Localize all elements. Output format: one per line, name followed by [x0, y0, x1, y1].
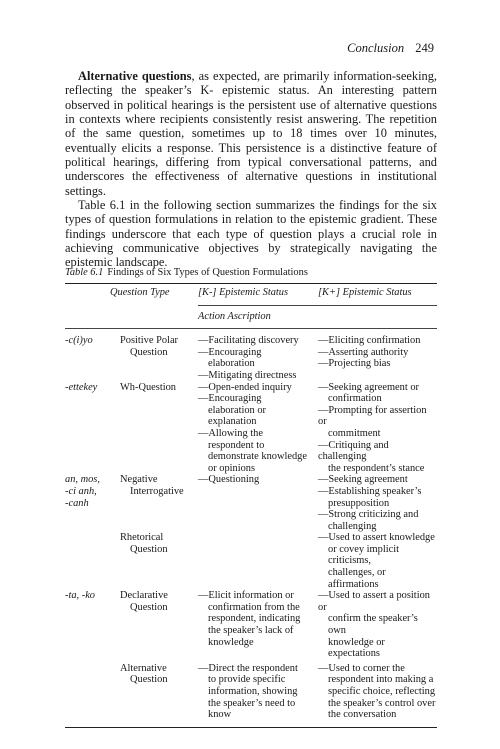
paragraph-1-text: , as expected, are primarily information-seeking, reflecting the speaker’s K- epistemic status. An interesting pattern observed in political hearings is the persistent use of alternative questions in contexts where recipients consistently resist answering. The repetition of the same question, sometimes up to 18 times over 10 minutes, eventually elicits a response. This persistence is a distinctive feature of political hearings, differing from typical conversational patterns, and underscores the effectiveness of alternative questions in institutional settings.: [65, 69, 437, 198]
table-row: [65, 329, 437, 382]
table-subheader-row: [65, 305, 437, 329]
paragraph-1: [65, 69, 437, 198]
table-row: [65, 382, 437, 475]
table-row: [65, 660, 437, 727]
page-number: 249: [415, 41, 434, 55]
morpheme-cell: -ettekey: [65, 381, 98, 393]
question-type-cell: Declarative Question: [120, 590, 168, 613]
table-caption: [65, 267, 308, 278]
k-plus-cell: —Used to assert knowledge or covey implicit criticisms, challenges, or affirmations: [318, 532, 435, 590]
paragraph-2: Table 6.1 in the following section summarizes the findings for the six types of question formulations in relation to the epistemic gradient. These findings underscore that each type of question plays a crucial role in achieving communicative objectives by strategically navigating the epistemic landscape.: [65, 198, 437, 270]
k-minus-cell: —Questioning: [198, 474, 260, 486]
question-type-cell: Negative Interrogative: [120, 474, 184, 497]
section-title: Conclusion: [347, 41, 405, 55]
question-type-cell: Rhetorical Question: [120, 532, 168, 555]
morpheme-cell: -ta, -ko: [65, 590, 96, 602]
k-plus-cell: —Seeking agreement or confirmation —Prompting for assertion or commitment —Critiquing and challenging the respondent’s stance: [318, 381, 427, 474]
morpheme-cell: [65, 532, 110, 590]
morpheme-cell: [65, 660, 110, 727]
k-plus-cell: —Used to corner the respondent into making a specific choice, reflecting the speaker’s control over the conversation: [318, 662, 436, 721]
morpheme-cell: -c(i)yo: [65, 335, 93, 347]
lead-term: Alternative questions: [78, 69, 192, 83]
k-minus-cell: [198, 532, 318, 590]
table-row: [65, 532, 437, 590]
table-title: Findings of Six Types of Question Formulations: [107, 267, 308, 278]
k-minus-cell: —Open-ended inquiry —Encouraging elaboration or explanation —Allowing the respondent to demonstrate knowledge or opinions: [198, 381, 307, 474]
header-k-plus: [K+] Epistemic Status: [318, 287, 412, 298]
table-row: [65, 590, 437, 660]
question-type-cell: Wh-Question: [120, 381, 176, 393]
morpheme-cell: an, mos, -ci anh, -canh: [65, 474, 100, 509]
header-action-ascription: Action Ascription: [198, 305, 437, 329]
k-minus-cell: —Direct the respondent to provide specific information, showing the speaker’s need to know: [198, 662, 298, 721]
k-plus-cell: —Used to assert a position or confirm the speaker’s own knowledge or expectations: [318, 590, 430, 660]
header-question-type: Question Type: [110, 287, 170, 298]
question-type-cell: Positive Polar Question: [120, 335, 179, 358]
findings-table: [65, 283, 437, 728]
k-plus-cell: —Seeking agreement —Establishing speaker’s presupposition —Strong criticizing and challenging: [318, 474, 422, 532]
running-header: [347, 41, 434, 56]
table-row: [65, 474, 437, 532]
k-minus-cell: —Facilitating discovery —Encouraging elaboration —Mitigating directness: [198, 335, 299, 381]
table-header-row: [65, 284, 437, 306]
header-k-minus: [K-] Epistemic Status: [198, 287, 289, 298]
question-type-cell: Alternative Question: [120, 662, 168, 686]
k-minus-cell: —Elicit information or confirmation from the respondent, indicating the speaker’s lack of knowledge: [198, 590, 301, 648]
table-label: Table 6.1: [65, 267, 104, 278]
body-text: [65, 69, 437, 270]
k-plus-cell: —Eliciting confirmation —Asserting authority —Projecting bias: [318, 335, 421, 370]
